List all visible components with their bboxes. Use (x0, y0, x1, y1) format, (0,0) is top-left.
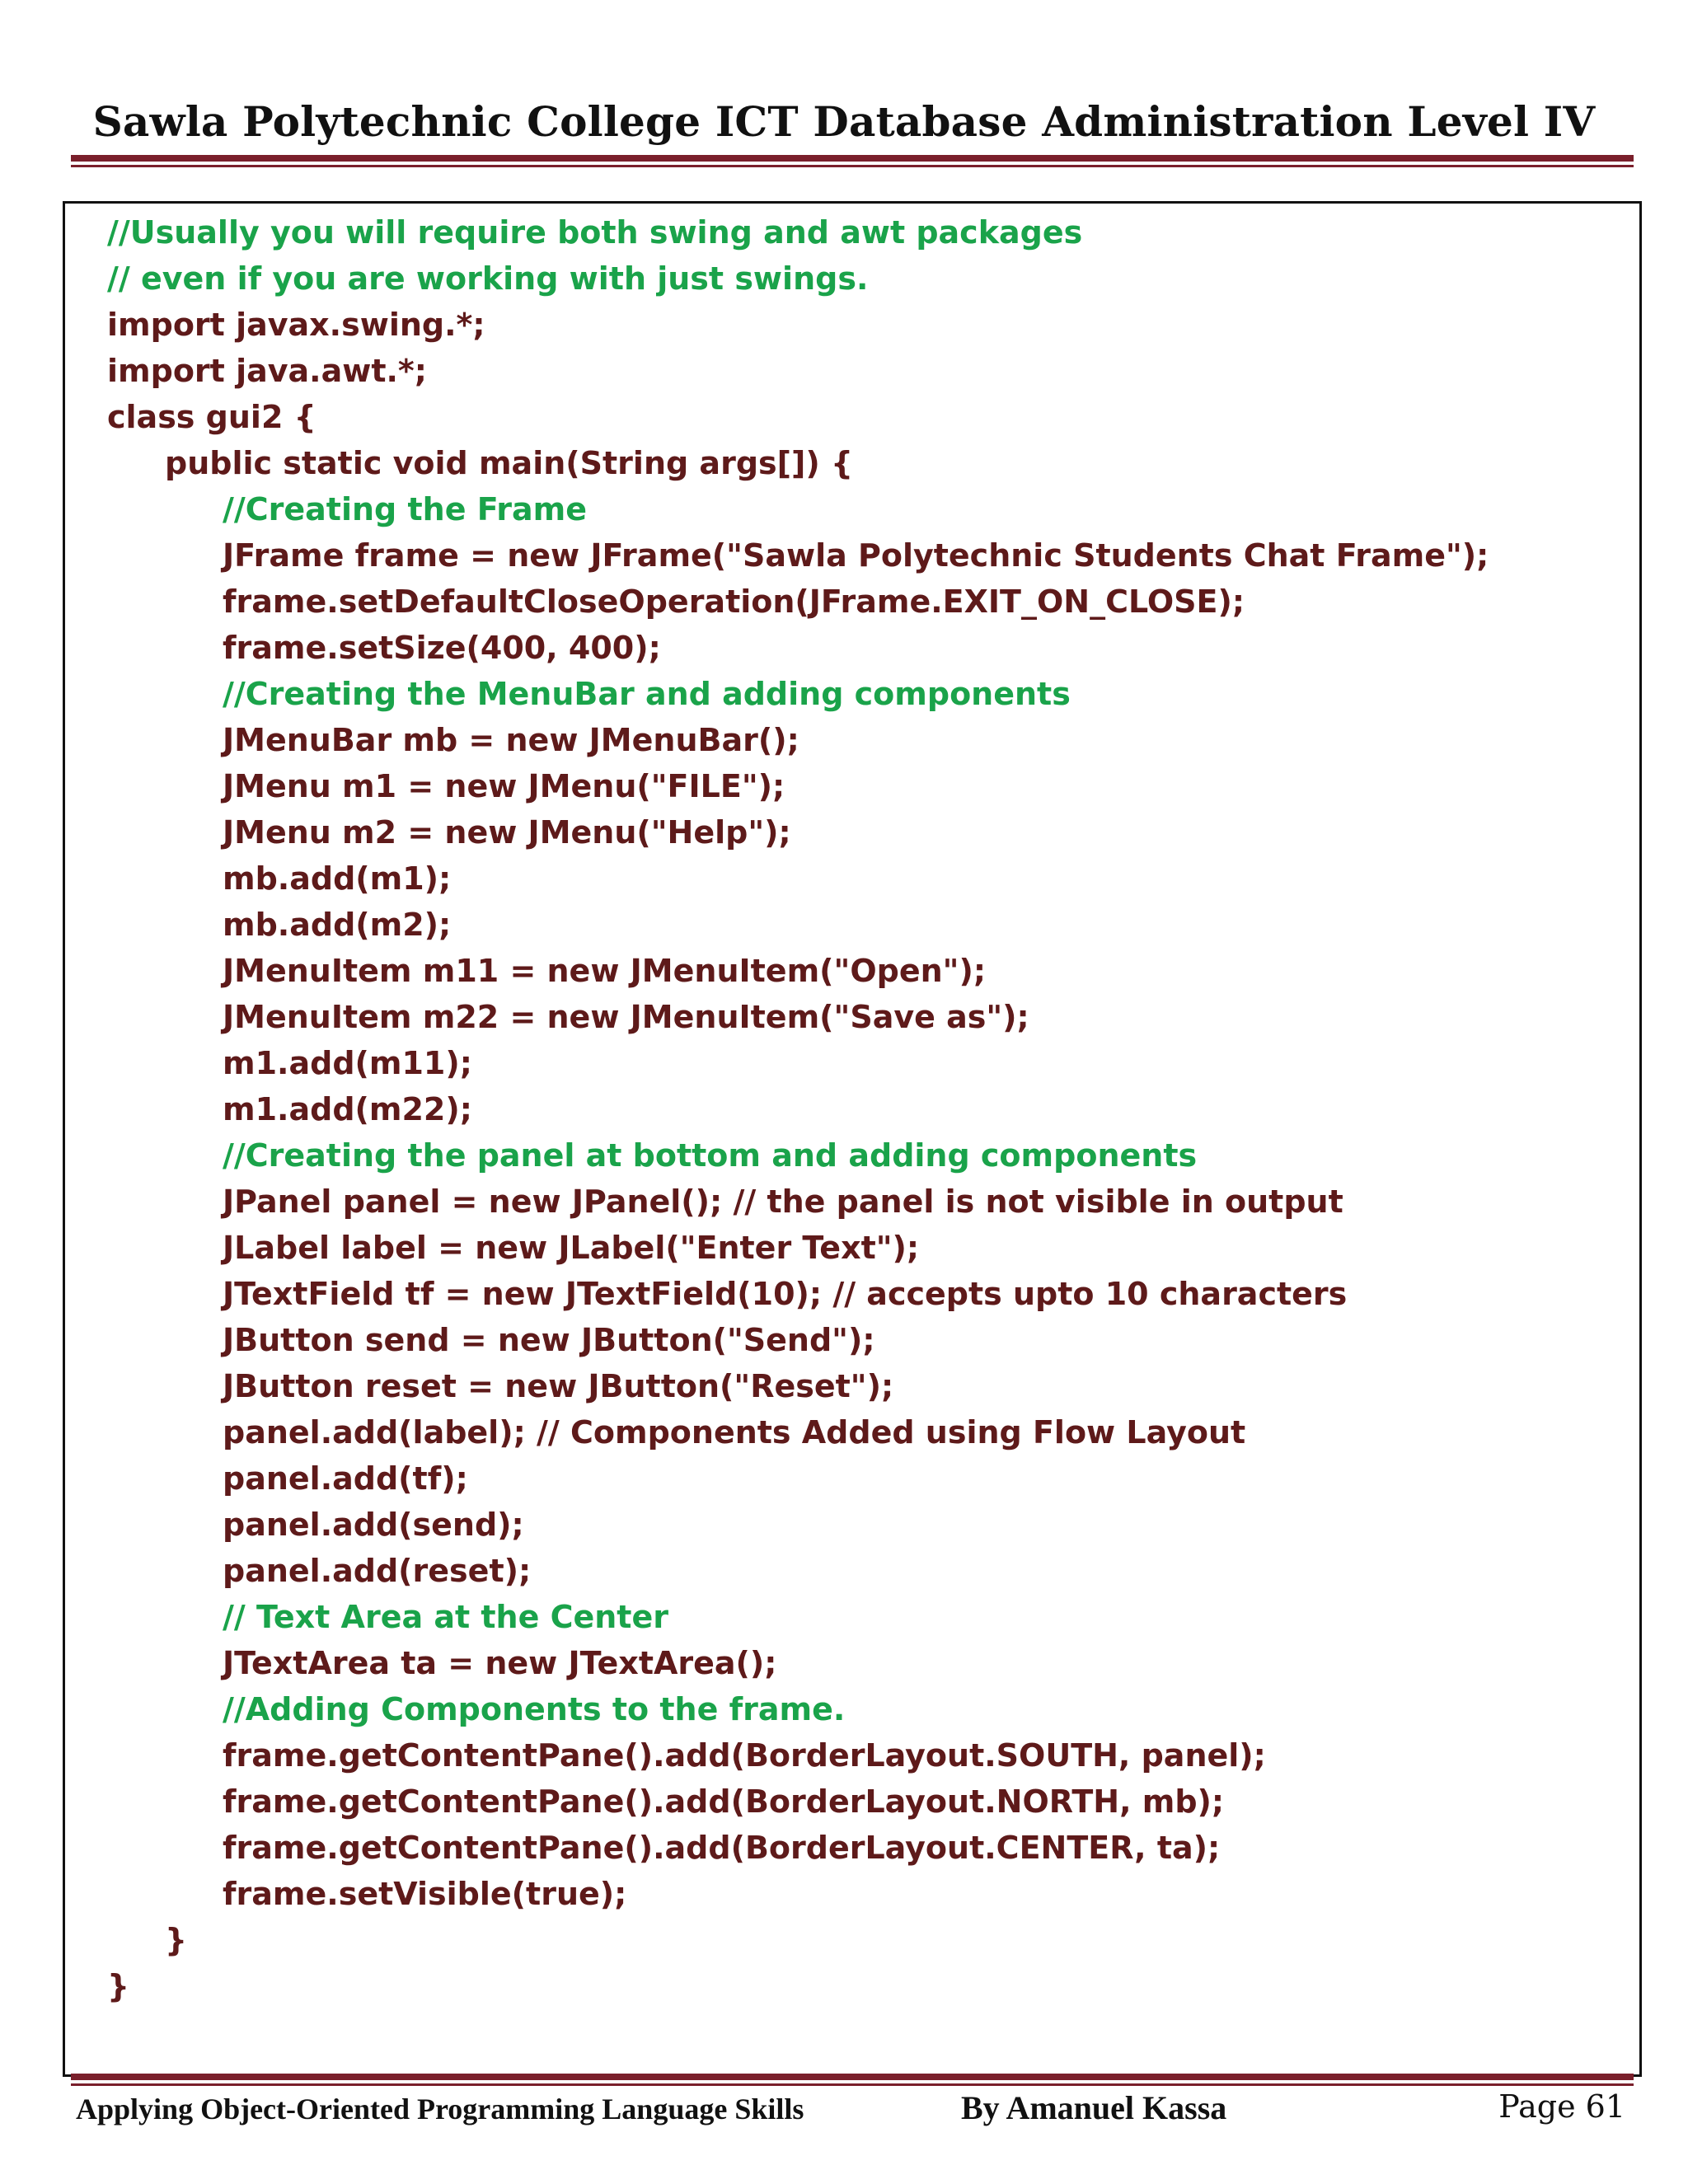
footer-divider (71, 2074, 1634, 2080)
code-line: JMenu m1 = new JMenu("FILE"); (223, 768, 785, 804)
code-line: JMenuItem m22 = new JMenuItem("Save as"); (223, 999, 1029, 1035)
code-line: JPanel panel = new JPanel(); // the panel is not visible in output (223, 1183, 1343, 1220)
code-line: import javax.swing.*; (107, 307, 485, 343)
code-line: JTextField tf = new JTextField(10); // accepts upto 10 characters (223, 1276, 1348, 1312)
code-line: class gui2 { (107, 399, 316, 435)
footer-divider-thin (71, 2083, 1634, 2086)
code-line: import java.awt.*; (107, 353, 427, 389)
code-line: mb.add(m2); (223, 907, 452, 943)
code-comment-line: //Usually you will require both swing and awt packages (107, 214, 1083, 251)
code-line: frame.getContentPane().add(BorderLayout.SOUTH, panel); (223, 1737, 1266, 1774)
code-line: } (165, 1922, 188, 1958)
footer-author: By Amanuel Kassa (961, 2089, 1227, 2126)
code-line: public static void main(String args[]) { (165, 445, 854, 481)
code-line: JButton send = new JButton("Send"); (223, 1322, 875, 1358)
code-line: panel.add(label); // Components Added using Flow Layout (223, 1414, 1246, 1451)
code-comment-line: //Creating the MenuBar and adding components (223, 676, 1071, 712)
footer-page-number: Page 61 (1498, 2088, 1625, 2125)
code-line: frame.setDefaultCloseOperation(JFrame.EXIT_ON_CLOSE); (223, 583, 1245, 620)
footer-course-title: Applying Object-Oriented Programming Language Skills (76, 2093, 804, 2125)
code-line: m1.add(m22); (223, 1091, 472, 1127)
code-comment-line: //Creating the panel at bottom and adding components (223, 1137, 1198, 1174)
code-line: frame.setVisible(true); (223, 1876, 627, 1912)
code-line: panel.add(send); (223, 1507, 524, 1543)
code-line: frame.getContentPane().add(BorderLayout.NORTH, mb); (223, 1783, 1225, 1820)
code-line: m1.add(m11); (223, 1045, 472, 1081)
code-comment-line: //Creating the Frame (223, 491, 587, 527)
code-line: JFrame frame = new JFrame("Sawla Polytechnic Students Chat Frame"); (223, 537, 1489, 574)
code-line: JMenuBar mb = new JMenuBar(); (223, 722, 799, 758)
code-line: JLabel label = new JLabel("Enter Text"); (223, 1230, 920, 1266)
code-line: panel.add(reset); (223, 1553, 532, 1589)
page-header-title: Sawla Polytechnic College ICT Database Administration Level IV (92, 97, 1596, 146)
code-line: } (107, 1968, 130, 2004)
header-divider-thin (71, 165, 1634, 167)
code-comment-line: // Text Area at the Center (223, 1599, 668, 1635)
code-line: mb.add(m1); (223, 860, 452, 897)
code-line: panel.add(tf); (223, 1460, 468, 1497)
code-line: frame.setSize(400, 400); (223, 630, 661, 666)
code-comment-line: //Adding Components to the frame. (223, 1691, 846, 1727)
code-comment-line: // even if you are working with just swings. (107, 260, 869, 297)
header-divider (71, 155, 1634, 162)
code-line: JMenuItem m11 = new JMenuItem("Open"); (223, 953, 987, 989)
code-line: JMenu m2 = new JMenu("Help"); (223, 814, 791, 851)
code-listing (107, 209, 1591, 2009)
code-line: JButton reset = new JButton("Reset"); (223, 1368, 894, 1404)
code-line: frame.getContentPane().add(BorderLayout.CENTER, ta); (223, 1830, 1221, 1866)
code-line: JTextArea ta = new JTextArea(); (223, 1645, 777, 1681)
